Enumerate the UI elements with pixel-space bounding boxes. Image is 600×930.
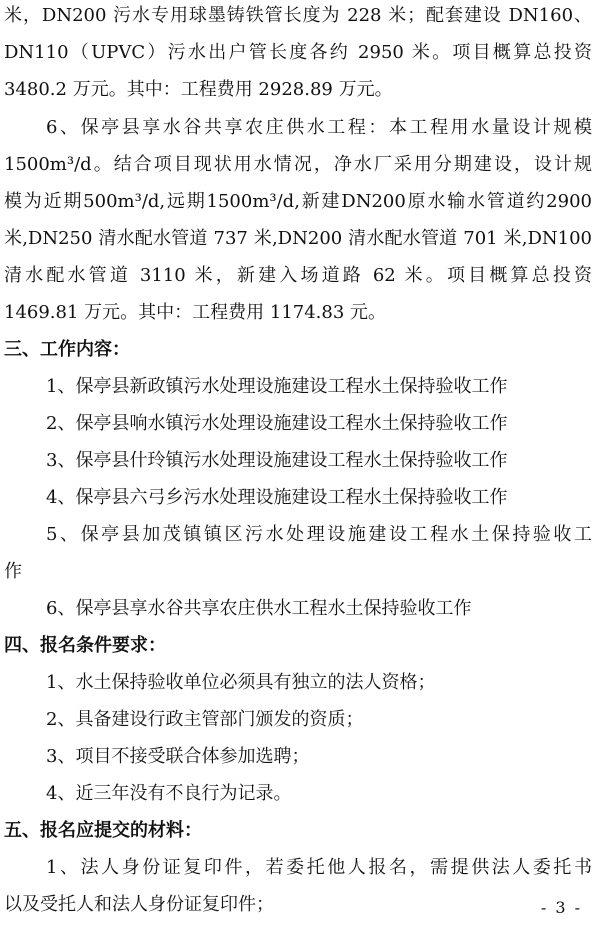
- section-heading: 五、报名应提交的材料：: [4, 820, 202, 841]
- section-heading: 三、工作内容：: [4, 339, 130, 360]
- list-item: 4、保亭县六弓乡污水处理设施建设工程水土保持验收工作: [46, 487, 508, 508]
- paragraph-line: 1500m³/d。结合项目现状用水情况，净水厂采用分期建设，设计规: [4, 154, 592, 175]
- list-item: 2、具备建设行政主管部门颁发的资质；: [46, 709, 364, 730]
- paragraph-line: 3480.2 万元。其中：工程费用 2928.89 万元。: [4, 79, 393, 100]
- paragraph-line: 米，DN200 污水专用球墨铸铁管长度为 228 米；配套建设 DN160、: [4, 5, 592, 26]
- list-item: 3、保亭县什玲镇污水处理设施建设工程水土保持验收工作: [46, 450, 508, 471]
- list-item: 5、保亭县加茂镇镇区污水处理设施建设工程水土保持验收工: [46, 524, 592, 545]
- page-number: - 3 -: [540, 898, 582, 917]
- paragraph-line: 米,DN250 清水配水管道 737 米,DN200 清水配水管道 701 米,DN100: [4, 228, 592, 249]
- paragraph-line: 模为近期500m³/d,远期1500m³/d,新建DN200原水输水管道约2900: [4, 191, 592, 212]
- list-item: 1、法人身份证复印件，若委托他人报名，需提供法人委托书: [46, 857, 592, 878]
- paragraph-line: 6、保亭县享水谷共享农庄供水工程：本工程用水量设计规模: [46, 117, 592, 138]
- paragraph-line: 1469.81 万元。其中：工程费用 1174.83 元。: [4, 302, 387, 323]
- paragraph-line: DN110（UPVC）污水出户管长度各约 2950 米。项目概算总投资: [4, 42, 592, 63]
- list-item: 4、近三年没有不良行为记录。: [46, 783, 292, 804]
- list-item-continuation: 以及受托人和法人身份证复印件；: [4, 894, 274, 915]
- paragraph-line: 清水配水管道 3110 米，新建入场道路 62 米。项目概算总投资: [4, 265, 592, 286]
- list-item: 3、项目不接受联合体参加选聘；: [46, 746, 310, 767]
- list-item: 6、保亭县享水谷共享农庄供水工程水土保持验收工作: [46, 598, 472, 619]
- list-item-continuation: 作: [4, 561, 22, 582]
- list-item: 1、水土保持验收单位必须具有独立的法人资格；: [46, 672, 436, 693]
- section-heading: 四、报名条件要求：: [4, 635, 166, 656]
- list-item: 1、保亭县新政镇污水处理设施建设工程水土保持验收工作: [46, 376, 508, 397]
- list-item: 2、保亭县响水镇污水处理设施建设工程水土保持验收工作: [46, 413, 508, 434]
